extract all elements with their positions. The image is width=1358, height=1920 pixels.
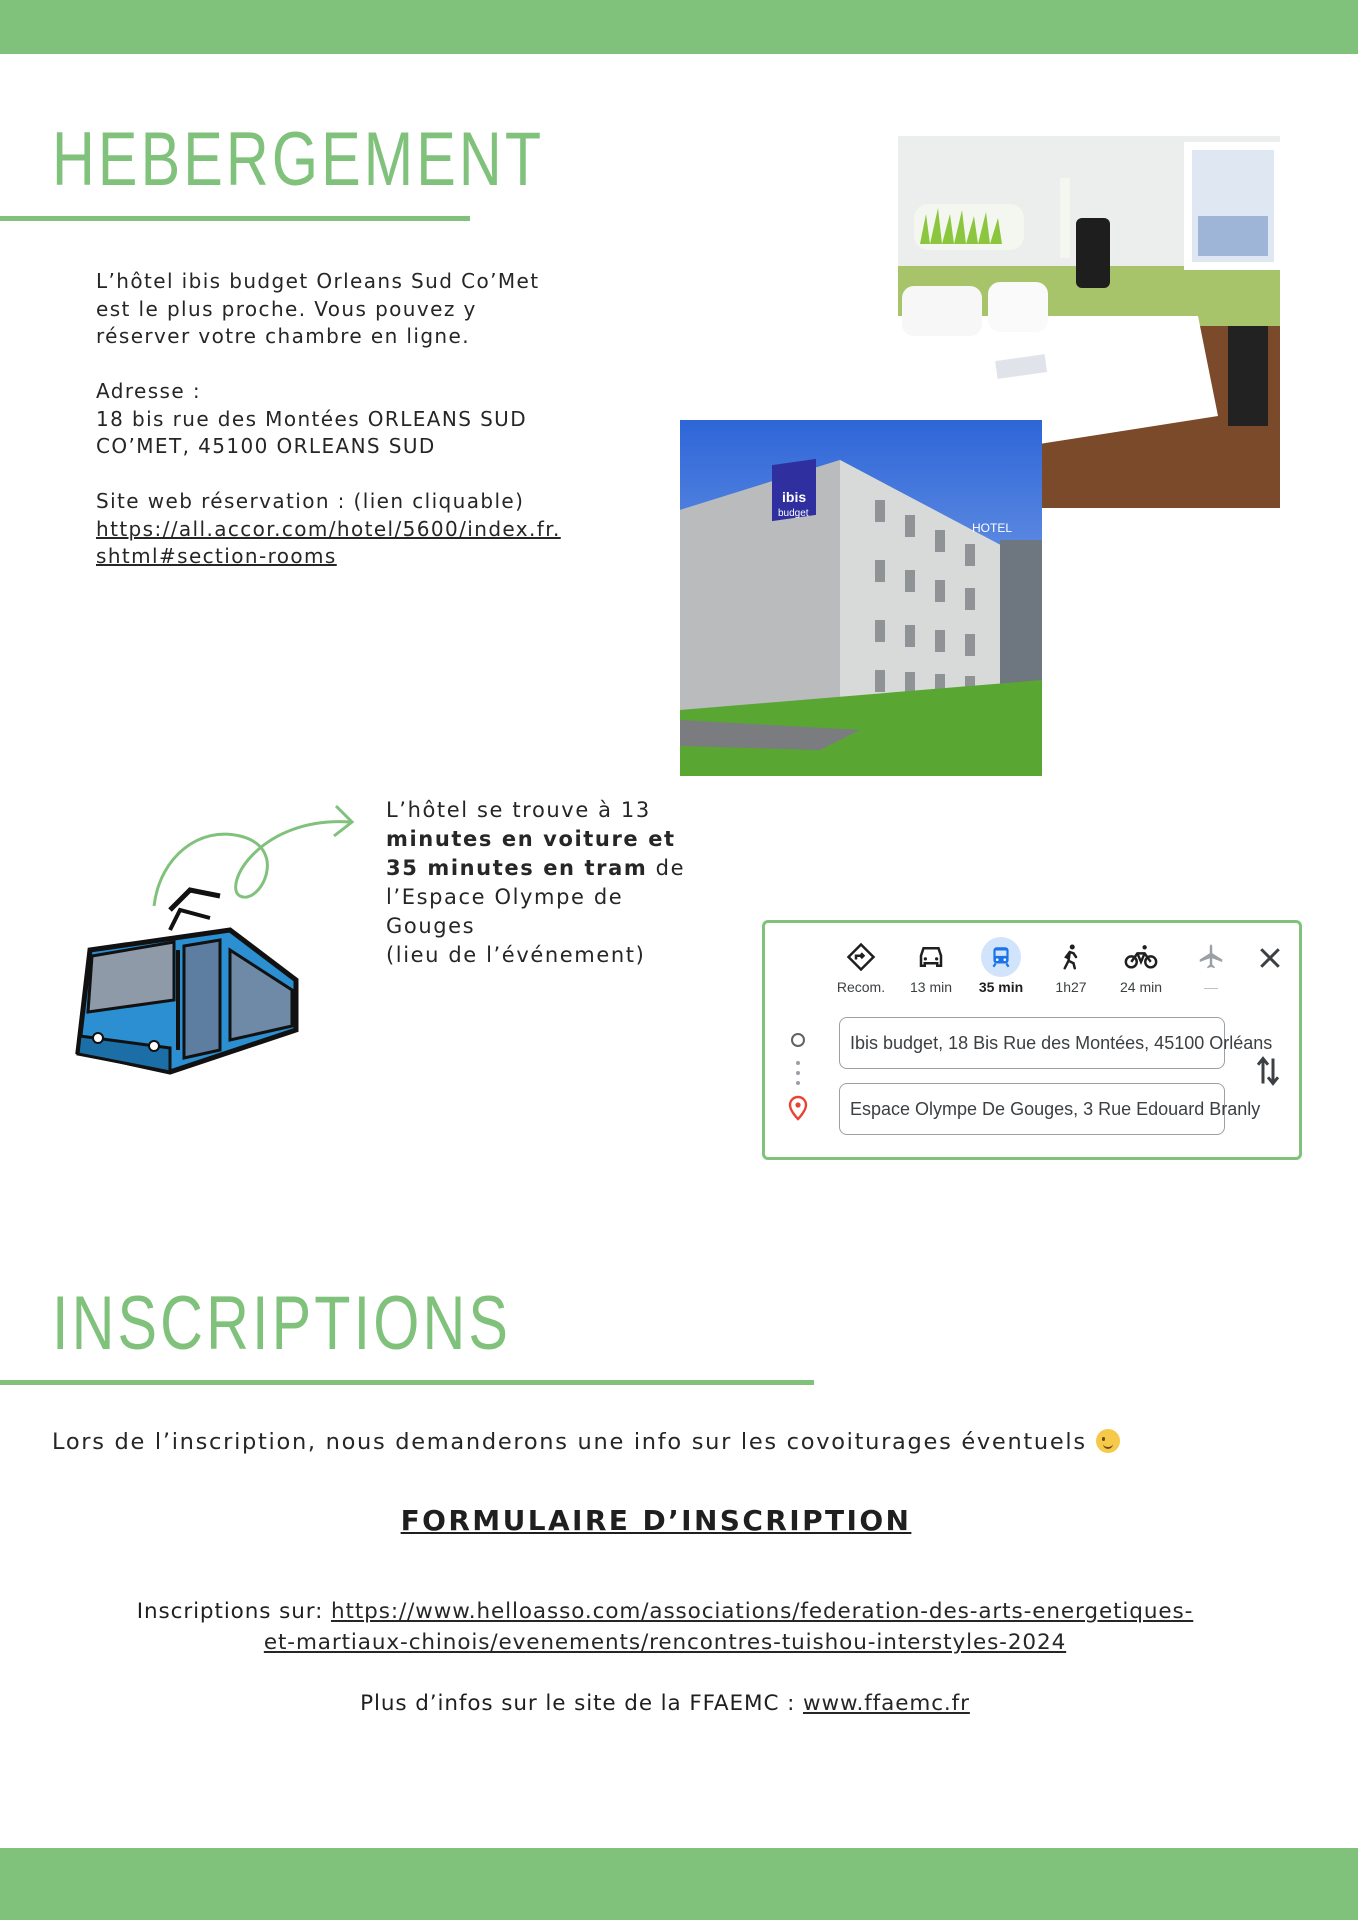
inscriptions-title: INSCRIPTIONS bbox=[52, 1281, 512, 1366]
carpool-note bbox=[52, 1426, 1120, 1458]
mode-bike[interactable] bbox=[1111, 937, 1171, 995]
carpool-note-text: Lors de l’inscription, nous demanderons une info sur les covoiturages éventuels bbox=[52, 1429, 1087, 1455]
signup-label: Inscriptions sur: bbox=[136, 1599, 331, 1624]
helloasso-link[interactable]: et-martiaux-chinois/evenements/rencontres-tuishou-interstyles-2024 bbox=[263, 1630, 1067, 1655]
helloasso-link[interactable]: https://www.helloasso.com/associations/federation-des-arts-energetiques- bbox=[330, 1599, 1194, 1624]
mode-walk[interactable] bbox=[1041, 937, 1101, 995]
booking-link[interactable] bbox=[96, 517, 561, 569]
mode-label: 13 min bbox=[909, 979, 953, 995]
origin-dot-icon bbox=[791, 1033, 805, 1047]
hebergement-title: HEBERGEMENT bbox=[52, 117, 545, 202]
top-band bbox=[0, 0, 1358, 54]
intro-line: réserver votre chambre en ligne. bbox=[96, 324, 470, 348]
travel-bold: minutes en voiture et bbox=[386, 827, 676, 851]
inscriptions-rule bbox=[0, 1380, 814, 1385]
ibis-sign: ibis bbox=[782, 489, 807, 505]
booking-link-part[interactable]: https://all.accor.com/hotel/5600/index.fr. bbox=[96, 516, 561, 541]
intro-line: est le plus proche. Vous pouvez y bbox=[96, 296, 477, 321]
recommended-route-icon bbox=[846, 942, 876, 972]
travel-info bbox=[386, 796, 685, 970]
mode-label: 35 min bbox=[978, 979, 1024, 995]
registration-form-link[interactable]: FORMULAIRE D’INSCRIPTION bbox=[400, 1504, 912, 1537]
bike-icon bbox=[1124, 942, 1158, 972]
address-label: Adresse : bbox=[96, 379, 201, 403]
travel-line: Gouges bbox=[386, 914, 476, 938]
tram-icon bbox=[988, 944, 1014, 970]
hotel-info bbox=[96, 268, 561, 571]
hotel-sign: HOTEL bbox=[972, 521, 1013, 535]
mode-label: — bbox=[1204, 979, 1218, 995]
swap-icon[interactable] bbox=[1253, 1053, 1283, 1089]
site-label: Site web réservation : (lien cliquable) bbox=[96, 489, 525, 513]
destination-pin-icon bbox=[787, 1095, 809, 1121]
tram-illustration-icon bbox=[70, 800, 310, 1085]
mode-label: Recom. bbox=[836, 979, 886, 995]
car-icon bbox=[916, 942, 946, 972]
close-icon[interactable] bbox=[1255, 943, 1285, 973]
mode-label: 1h27 bbox=[1055, 979, 1087, 995]
travel-line: L’hôtel se trouve à 13 bbox=[386, 798, 651, 822]
ffaemc-link[interactable]: www.ffaemc.fr bbox=[803, 1691, 970, 1716]
directions-widget bbox=[762, 920, 1302, 1160]
walk-icon bbox=[1056, 942, 1086, 972]
travel-line: de bbox=[647, 856, 686, 880]
mode-recommended[interactable] bbox=[831, 937, 891, 995]
travel-bold: 35 minutes en tram bbox=[386, 856, 648, 880]
mode-car[interactable] bbox=[901, 937, 961, 995]
mode-transit[interactable] bbox=[971, 937, 1031, 995]
address-line: 18 bis rue des Montées ORLEANS SUD bbox=[96, 406, 528, 431]
booking-link-part[interactable]: shtml#section-rooms bbox=[96, 544, 337, 568]
wink-emoji-icon bbox=[1096, 1429, 1120, 1453]
intro-line: L’hôtel ibis budget Orleans Sud Co’Met bbox=[96, 269, 540, 293]
hebergement-rule bbox=[0, 216, 470, 221]
mode-label: 24 min bbox=[1119, 979, 1163, 995]
travel-line: (lieu de l’événement) bbox=[386, 943, 646, 967]
route-dots-icon bbox=[796, 1061, 800, 1091]
travel-line: l’Espace Olympe de bbox=[386, 885, 624, 909]
more-info bbox=[60, 1688, 1270, 1719]
mode-flight[interactable] bbox=[1181, 937, 1241, 995]
bottom-band bbox=[0, 1848, 1358, 1920]
address-line: CO’MET, 45100 ORLEANS SUD bbox=[96, 434, 436, 458]
budget-sign: budget bbox=[778, 508, 809, 519]
more-info-label: Plus d’infos sur le site de la FFAEMC : bbox=[360, 1691, 803, 1716]
hotel-building-photo bbox=[680, 420, 1042, 776]
signup-info bbox=[60, 1596, 1270, 1658]
flight-icon bbox=[1196, 942, 1226, 972]
destination-input[interactable]: Espace Olympe De Gouges, 3 Rue Edouard Branly bbox=[839, 1083, 1225, 1135]
origin-input[interactable]: Ibis budget, 18 Bis Rue des Montées, 45100 Orléans bbox=[839, 1017, 1225, 1069]
